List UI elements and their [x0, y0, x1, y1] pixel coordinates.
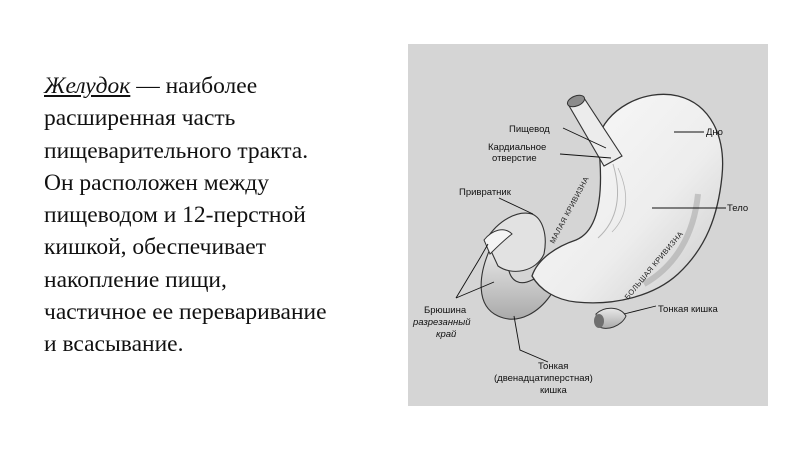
text-line-2: расширенная часть	[44, 105, 236, 132]
label-duodenum-line1: Тонкая	[538, 361, 569, 372]
stomach-body-shape	[532, 94, 723, 303]
text-line-3: пищеварительного тракта.	[44, 137, 309, 164]
text-line-5: пищеводом и 12-перстной	[44, 202, 306, 229]
label-fundus: Дно	[706, 127, 723, 138]
label-small-intestine: Тонкая кишка	[658, 304, 718, 315]
text-line-4: Он расположен между	[44, 169, 269, 196]
stomach-diagram	[408, 44, 768, 406]
label-duodenum-line3: кишка	[540, 385, 567, 396]
lesser-curvature-label: МАЛАЯ КРИВИЗНА	[547, 174, 591, 245]
label-cardia-line2: отверстие	[492, 153, 537, 164]
text-line-6: кишкой, обеспечивает	[44, 234, 266, 261]
stomach-figure	[408, 44, 768, 406]
label-peritoneum-line1: Брюшина	[424, 305, 467, 316]
text-line-1: Желудок — наиболее	[44, 73, 258, 99]
label-cardia-line1: Кардиальное	[488, 142, 547, 153]
text-line-9: и всасывание.	[44, 331, 184, 358]
label-peritoneum-line2: разрезанный	[413, 317, 471, 328]
description-text	[44, 70, 394, 361]
label-pylorus: Привратник	[459, 187, 511, 198]
label-peritoneum-line3: край	[436, 329, 457, 340]
text-line-7: накопление пищи,	[44, 266, 227, 293]
term-stomach: Желудок	[44, 73, 131, 99]
label-body: Тело	[727, 203, 749, 214]
text-line-8: частичное ее переваривание	[44, 299, 327, 326]
label-esophagus: Пищевод	[509, 124, 550, 135]
greater-curvature-label: БОЛЬШАЯ КРИВИЗНА	[622, 229, 686, 302]
label-duodenum-line2: (двенадцатиперстная)	[494, 373, 593, 384]
